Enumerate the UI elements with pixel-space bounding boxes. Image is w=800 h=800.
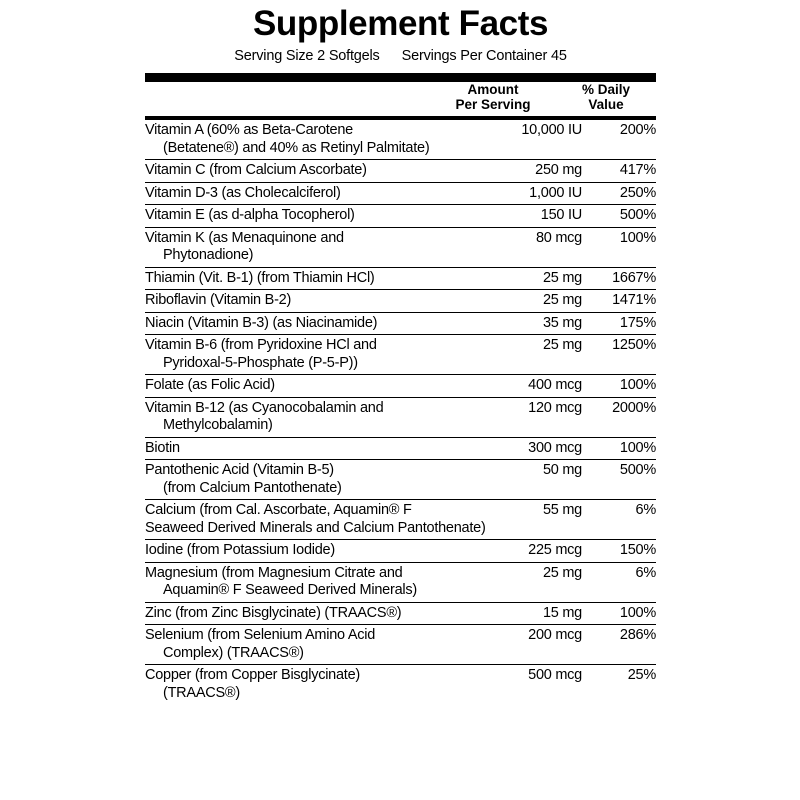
table-row: [145, 460, 656, 500]
nutrient-name: [145, 290, 486, 313]
nutrient-name-line1: Thiamin (Vit. B-1) (from Thiamin HCl): [145, 269, 375, 286]
nutrient-daily-value: 100%: [582, 375, 656, 398]
nutrient-amount: 300 mcg: [486, 437, 582, 460]
nutrient-amount: 55 mg: [486, 500, 582, 540]
nutrient-daily-value: 25%: [582, 665, 656, 705]
servings-per-container: Servings Per Container 45: [401, 48, 567, 64]
serving-size: Serving Size 2 Softgels: [234, 48, 380, 64]
nutrient-name: [145, 540, 486, 563]
nutrient-name-line1: Pantothenic Acid (Vitamin B-5): [145, 462, 334, 478]
nutrient-name-line1: Niacin (Vitamin B-3) (as Niacinamide): [145, 314, 378, 331]
nutrient-name: [145, 205, 486, 228]
supplement-facts-panel: [145, 0, 656, 800]
nutrient-name-line2: (Betatene®) and 40% as Retinyl Palmitate): [163, 139, 430, 156]
table-row: [145, 540, 656, 563]
table-row: [145, 205, 656, 228]
nutrient-name-line2: Methylcobalamin): [163, 417, 273, 433]
nutrient-name-line1: Biotin: [145, 439, 180, 456]
nutrient-daily-value: 500%: [582, 460, 656, 500]
table-row: [145, 290, 656, 313]
nutrient-daily-value: 6%: [582, 562, 656, 602]
nutrient-daily-value: 200%: [619, 122, 656, 138]
nutrient-name-line1: Zinc (from Zinc Bisglycinate) (TRAACS®): [145, 604, 402, 621]
nutrient-daily-value: 100%: [582, 602, 656, 625]
nutrient-daily-value: 2000%: [582, 397, 656, 437]
nutrient-amount: 25 mg: [486, 267, 582, 290]
nutrient-name-line1: Vitamin A (60% as Beta-Carotene: [145, 122, 353, 138]
daily-value-column-header: [560, 82, 652, 112]
nutrient-name: [145, 227, 486, 267]
nutrients-table-body: [145, 120, 656, 704]
nutrient-name-line2: Phytonadione): [163, 247, 254, 263]
table-row: [145, 182, 656, 205]
nutrient-name: [145, 160, 486, 183]
table-row: [145, 562, 656, 602]
nutrient-name: [145, 625, 486, 665]
table-row: [145, 437, 656, 460]
divider-heavy-top: [145, 73, 656, 82]
nutrient-name: [145, 665, 486, 705]
table-row: [145, 312, 656, 335]
nutrient-name: [145, 120, 486, 160]
nutrient-name-line1: Folate (as Folic Acid): [145, 377, 275, 393]
nutrient-amount: 150 IU: [486, 205, 582, 228]
column-headers: [145, 82, 656, 116]
nutrient-amount: 25 mg: [486, 562, 582, 602]
nutrient-name-line2: (TRAACS®): [163, 684, 240, 701]
amount-column-header: [433, 82, 553, 112]
nutrient-name: [145, 182, 486, 205]
nutrient-name-line2: Seaweed Derived Minerals and Calcium Pantothenate): [145, 519, 486, 536]
nutrient-name-line2: Complex) (TRAACS®): [163, 644, 304, 661]
nutrient-name-line2: Aquamin® F Seaweed Derived Minerals): [163, 582, 417, 598]
daily-value-label: % Daily: [581, 82, 631, 97]
nutrient-name: [145, 312, 486, 335]
nutrient-amount: 35 mg: [486, 312, 582, 335]
nutrient-daily-value: 6%: [582, 500, 656, 540]
nutrient-amount: 15 mg: [486, 602, 582, 625]
nutrient-daily-value: 250%: [582, 182, 656, 205]
nutrient-name: [145, 562, 486, 602]
nutrient-amount: 200 mcg: [486, 625, 582, 665]
nutrient-name-line1: Riboflavin (Vitamin B-2): [145, 292, 292, 308]
table-row: [145, 602, 656, 625]
nutrient-amount: 25 mg: [486, 290, 582, 313]
table-row: [145, 665, 656, 705]
nutrient-amount: 500 mcg: [486, 665, 582, 705]
nutrient-name-line1: Selenium (from Selenium Amino Acid: [145, 627, 376, 643]
table-row: [145, 375, 656, 398]
nutrient-amount: 400 mcg: [486, 375, 582, 398]
nutrient-name: [145, 460, 486, 500]
nutrient-amount: 1,000 IU: [486, 182, 582, 205]
nutrient-daily-value: 1471%: [582, 290, 656, 313]
nutrient-name: [145, 500, 486, 540]
nutrient-name: [145, 267, 486, 290]
nutrient-amount: 10,000 IU: [521, 122, 582, 138]
nutrient-amount: 80 mcg: [486, 227, 582, 267]
nutrient-name-line1: Magnesium (from Magnesium Citrate and: [145, 564, 403, 581]
nutrient-name-line1: Vitamin C (from Calcium Ascorbate): [145, 162, 367, 178]
table-row: [145, 227, 656, 267]
nutrient-name-line1: Vitamin B-12 (as Cyanocobalamin and: [145, 399, 384, 416]
nutrient-name: [145, 437, 486, 460]
nutrient-name-line1: Calcium (from Cal. Ascorbate, Aquamin® F: [145, 502, 412, 518]
table-row: [145, 160, 656, 183]
nutrient-daily-value: 286%: [582, 625, 656, 665]
nutrient-name: [145, 375, 486, 398]
table-row: [145, 335, 656, 375]
amount-sub-label: Per Serving: [455, 97, 531, 112]
nutrient-daily-value: 1250%: [582, 335, 656, 375]
table-row: [145, 397, 656, 437]
nutrient-daily-value: 175%: [582, 312, 656, 335]
nutrient-name-line2: Pyridoxal-5-Phosphate (P-5-P)): [163, 354, 358, 371]
nutrient-amount: 250 mg: [486, 160, 582, 183]
nutrient-daily-value: 500%: [582, 205, 656, 228]
nutrient-name-line2: (from Calcium Pantothenate): [163, 479, 342, 496]
nutrient-name-line1: Vitamin D-3 (as Cholecalciferol): [145, 184, 341, 201]
nutrient-amount: 50 mg: [486, 460, 582, 500]
nutrient-name: [145, 397, 486, 437]
table-row: [145, 267, 656, 290]
table-row: [145, 500, 656, 540]
table-row: [145, 625, 656, 665]
nutrient-daily-value: 100%: [582, 227, 656, 267]
nutrient-amount: 25 mg: [486, 335, 582, 375]
daily-value-sub-label: Value: [588, 97, 624, 112]
nutrient-amount: 120 mcg: [486, 397, 582, 437]
nutrient-daily-value: 150%: [582, 540, 656, 563]
nutrient-name-line1: Vitamin B-6 (from Pyridoxine HCl and: [145, 337, 377, 353]
table-row: [145, 120, 656, 160]
page-title: Supplement Facts: [252, 4, 549, 43]
nutrients-table: [145, 120, 656, 704]
nutrient-name-line1: Copper (from Copper Bisglycinate): [145, 667, 360, 683]
nutrient-name-line1: Vitamin E (as d-alpha Tocopherol): [145, 207, 355, 223]
nutrient-daily-value: 100%: [582, 437, 656, 460]
nutrient-name-line1: Vitamin K (as Menaquinone and: [145, 229, 344, 246]
serving-info: [145, 48, 656, 64]
nutrient-amount: 225 mcg: [486, 540, 582, 563]
nutrient-daily-value: 417%: [582, 160, 656, 183]
nutrient-name: [145, 335, 486, 375]
nutrient-name-line1: Iodine (from Potassium Iodide): [145, 542, 335, 558]
nutrient-name: [145, 602, 486, 625]
nutrient-daily-value: 1667%: [582, 267, 656, 290]
amount-label: Amount: [467, 82, 519, 97]
